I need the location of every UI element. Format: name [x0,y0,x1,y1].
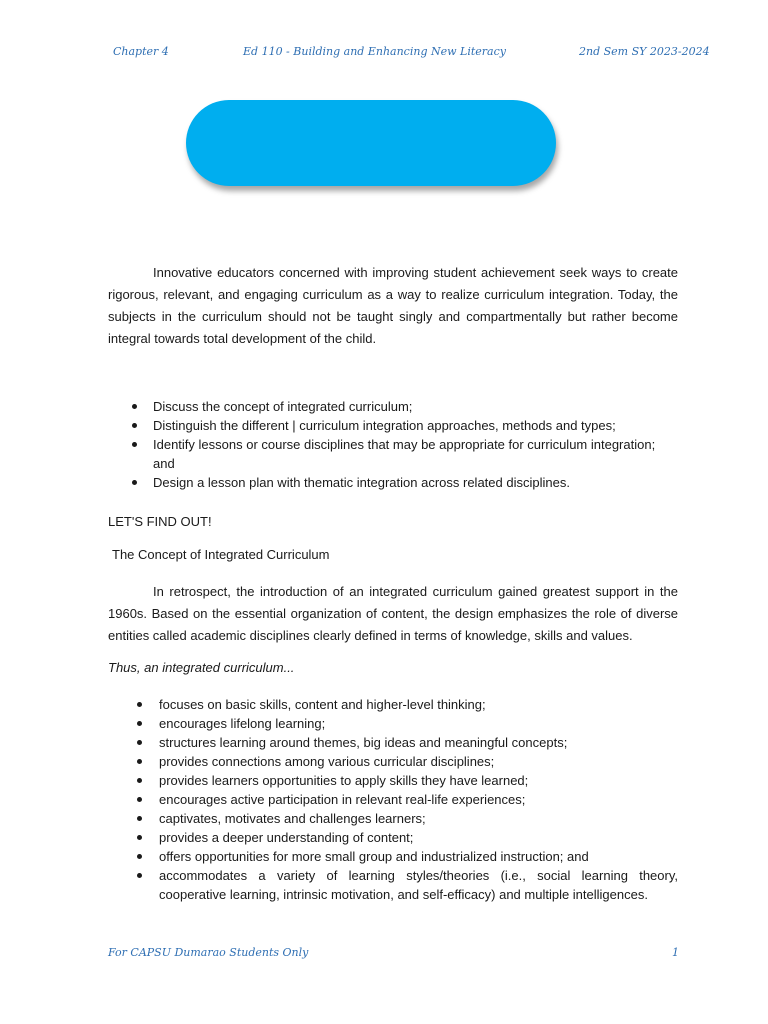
integrated-curriculum-list [108,695,678,904]
list-item: Distinguish the different | curriculum integration approaches, methods and types; [108,416,678,435]
list-item: accommodates a variety of learning styles/theories (i.e., social learning theory, cooperative learning, intrinsic motivation, and self-efficacy) and multiple intelligences. [108,866,678,904]
lets-find-out-heading: LET'S FIND OUT! [108,514,212,529]
list-item: Discuss the concept of integrated curriculum; [108,397,678,416]
list-item: Identify lessons or course disciplines that may be appropriate for curriculum integration; and [108,435,678,473]
footer-note: For CAPSU Dumarao Students Only [108,946,309,959]
list-item: encourages active participation in relevant real-life experiences; [108,790,678,809]
list-item: offers opportunities for more small group and industrialized instruction; and [108,847,678,866]
list-item: focuses on basic skills, content and higher-level thinking; [108,695,678,714]
page-footer [0,946,768,966]
header-semester: 2nd Sem SY 2023-2024 [579,45,710,58]
list-item: provides a deeper understanding of content; [108,828,678,847]
list-item: encourages lifelong learning; [108,714,678,733]
list-item: captivates, motivates and challenges learners; [108,809,678,828]
thus-line: Thus, an integrated curriculum... [108,660,295,675]
objectives-list [108,397,678,492]
header-course: Ed 110 - Building and Enhancing New Literacy [243,45,506,58]
intro-text: Innovative educators concerned with improving student achievement seek ways to create rigorous, relevant, and engaging curriculum as a way to realize curriculum integration. Today, the subjects in the curriculum should not be taught singly and compartmentally but rather become integral towards total development of the child. [108,265,678,346]
list-item: provides connections among various curricular disciplines; [108,752,678,771]
title-banner [186,100,556,186]
intro-paragraph [108,262,678,350]
list-item: structures learning around themes, big ideas and meaningful concepts; [108,733,678,752]
page-header [0,45,768,65]
list-item: Design a lesson plan with thematic integration across related disciplines. [108,473,678,492]
list-item: provides learners opportunities to apply skills they have learned; [108,771,678,790]
header-chapter: Chapter 4 [113,45,169,58]
page-number: 1 [672,946,679,959]
concept-heading: The Concept of Integrated Curriculum [112,547,330,562]
retrospect-paragraph [108,581,678,647]
retrospect-text: In retrospect, the introduction of an integrated curriculum gained greatest support in the 1960s. Based on the essential organization of content, the design emphasizes the role of diverse entities called academic disciplines clearly defined in terms of knowledge, skills and values. [108,584,678,643]
